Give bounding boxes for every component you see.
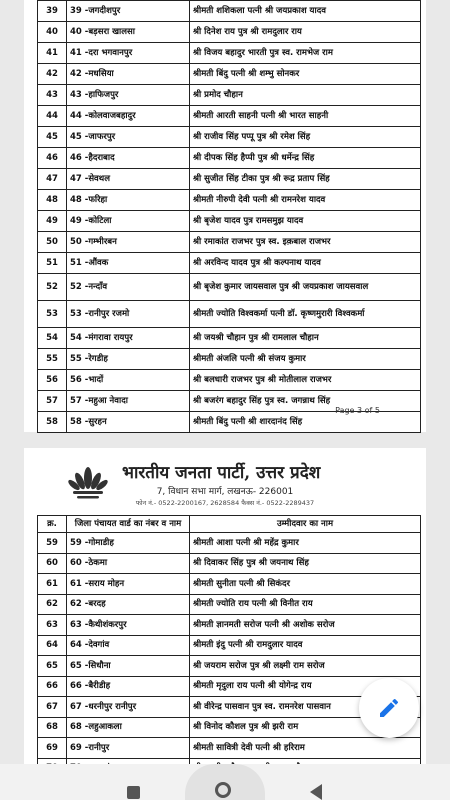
table-row <box>38 349 421 370</box>
candidate-table-page-4 <box>37 515 421 779</box>
table-row <box>38 64 421 85</box>
serial-number-cell: 44 <box>38 106 67 127</box>
ward-name-cell: 41 -दरा भगवानपुर <box>67 43 190 64</box>
candidate-name-cell: श्रीमती बिंदु पत्नी श्री शम्भु सोनकर <box>190 64 421 85</box>
serial-number-cell: 62 <box>38 594 67 615</box>
ward-name-cell: 65 -सिधौना <box>67 656 190 677</box>
serial-number-cell: 43 <box>38 85 67 106</box>
candidate-name-cell: श्री अरविन्द यादव पुत्र श्री कल्पनाथ यादव <box>190 253 421 274</box>
table-row <box>38 553 421 574</box>
candidate-name-cell: श्रीमती नीरुपी देवी पत्नी श्री रामनरेश यादव <box>190 190 421 211</box>
ward-name-cell: 69 -रानीपुर <box>67 738 190 759</box>
table-row <box>38 253 421 274</box>
serial-number-cell: 67 <box>38 697 67 718</box>
candidate-name-cell: श्री जयराम सरोज पुत्र श्री लक्ष्मी राम सरोज <box>190 656 421 677</box>
candidate-name-cell: श्री सुजीत सिंह टीका पुत्र श्री रूद्र प्रताप सिंह <box>190 169 421 190</box>
candidate-name-cell: श्री दिनेश राय पुत्र श्री रामदुलार राय <box>190 22 421 43</box>
ward-name-cell: 45 -जाफरपुर <box>67 127 190 148</box>
ward-name-cell: 53 -रानीपुर रजमो <box>67 301 190 328</box>
table-row <box>38 169 421 190</box>
ward-name-cell: 68 -लहुआकला <box>67 717 190 738</box>
table-row <box>38 656 421 677</box>
serial-number-cell: 65 <box>38 656 67 677</box>
party-phone: फोन नं.- 0522-2200167, 2628584 फैक्स नं.- 0522-2289437 <box>135 499 315 507</box>
table-row <box>38 594 421 615</box>
table-row <box>38 615 421 636</box>
table-row <box>38 106 421 127</box>
ward-name-cell: 46 -हैदराबाद <box>67 148 190 169</box>
serial-number-cell: 58 <box>38 412 67 433</box>
candidate-name-cell: श्री विनोद कौशल पुत्र श्री झरी राम <box>190 717 421 738</box>
serial-number-cell: 46 <box>38 148 67 169</box>
ward-name-cell: 58 -सुरहन <box>67 412 190 433</box>
candidate-name-cell: श्री बजरंग बहादुर सिंह पुत्र स्व. जगन्नाथ सिंह <box>190 391 421 412</box>
ward-name-cell: 59 -गोमाडीह <box>67 533 190 554</box>
serial-number-cell: 56 <box>38 370 67 391</box>
column-header-candidate: उम्मीदवार का नाम <box>190 516 421 533</box>
table-row <box>38 211 421 232</box>
ward-name-cell: 63 -कैथीशंकरपुर <box>67 615 190 636</box>
ward-name-cell: 50 -गम्भीरबन <box>67 232 190 253</box>
ward-name-cell: 61 -सराय मोहन <box>67 574 190 595</box>
table-row <box>38 43 421 64</box>
table-row <box>38 274 421 301</box>
candidate-name-cell: श्री बलधारी राजभर पुत्र श्री मोतीलाल राजभर <box>190 370 421 391</box>
candidate-name-cell: श्री विजय बहादुर भारती पुत्र स्व. रामभेज राम <box>190 43 421 64</box>
ward-name-cell: 64 -देवगांव <box>67 635 190 656</box>
ward-name-cell: 48 -फरिहा <box>67 190 190 211</box>
serial-number-cell: 68 <box>38 717 67 738</box>
serial-number-cell: 54 <box>38 328 67 349</box>
ward-name-cell: 57 -महुआ नेवादा <box>67 391 190 412</box>
candidate-name-cell: श्री प्रमोद चौहान <box>190 85 421 106</box>
table-row <box>38 22 421 43</box>
candidate-name-cell: श्रीमती अंजलि पत्नी श्री संजय कुमार <box>190 349 421 370</box>
serial-number-cell: 51 <box>38 253 67 274</box>
ward-name-cell: 44 -कोलवाजबहादुर <box>67 106 190 127</box>
candidate-name-cell: श्रीमती बिंदु पत्नी श्री शारदानंद सिंह <box>190 412 421 433</box>
serial-number-cell: 41 <box>38 43 67 64</box>
candidate-name-cell: श्री राजीव सिंह पप्पू पुत्र श्री रमेश सिंह <box>190 127 421 148</box>
candidate-name-cell: श्रीमती ज्योति विश्वकर्मा पत्नी डॉ. कृष्णमुरारी विश्वकर्मा <box>190 301 421 328</box>
table-row <box>38 738 421 759</box>
serial-number-cell: 40 <box>38 22 67 43</box>
serial-number-cell: 45 <box>38 127 67 148</box>
page-number: Page 3 of 5 <box>335 406 380 415</box>
serial-number-cell: 60 <box>38 553 67 574</box>
serial-number-cell: 42 <box>38 64 67 85</box>
serial-number-cell: 63 <box>38 615 67 636</box>
table-row <box>38 301 421 328</box>
ward-name-cell: 52 -नन्दाँव <box>67 274 190 301</box>
ward-name-cell: 47 -सेवथल <box>67 169 190 190</box>
ward-name-cell: 66 -बैरीडीह <box>67 676 190 697</box>
table-header-row <box>38 516 421 533</box>
party-address: 7, विधान सभा मार्ग, लखनऊ- 226001 <box>156 487 294 497</box>
ward-name-cell: 39 -जगदीशपुर <box>67 1 190 22</box>
ward-name-cell: 56 -भादों <box>67 370 190 391</box>
system-navigation-bar <box>0 764 450 800</box>
candidate-name-cell: श्रीमती ज्ञानमती सरोज पत्नी श्री अशोक सरोज <box>190 615 421 636</box>
candidate-name-cell: श्री रमाकांत राजभर पुत्र स्व. इक़बाल राजभर <box>190 232 421 253</box>
table-row <box>38 574 421 595</box>
serial-number-cell: 48 <box>38 190 67 211</box>
pencil-edit-icon <box>377 696 401 720</box>
candidate-name-cell: श्री वीरेन्द्र पासवान पुत्र स्व. रामनरेश पासवान <box>190 697 421 718</box>
serial-number-cell: 50 <box>38 232 67 253</box>
serial-number-cell: 59 <box>38 533 67 554</box>
ward-name-cell: 55 -रेगडीह <box>67 349 190 370</box>
candidate-name-cell: श्री बृजेश यादव पुत्र रामसमुझ यादव <box>190 211 421 232</box>
serial-number-cell: 53 <box>38 301 67 328</box>
column-header-ward: जिला पंचायत वार्ड का नंबर व नाम <box>67 516 190 533</box>
serial-number-cell: 52 <box>38 274 67 301</box>
candidate-name-cell: श्रीमती मृदुला राय पत्नी श्री योगेन्द्र राय <box>190 676 421 697</box>
table-row <box>38 533 421 554</box>
candidate-name-cell: श्रीमती शशिकला पत्नी श्री जयप्रकाश यादव <box>190 1 421 22</box>
serial-number-cell: 39 <box>38 1 67 22</box>
ward-name-cell: 49 -कोटिला <box>67 211 190 232</box>
recents-square-icon[interactable] <box>127 786 140 799</box>
candidate-table-page-3 <box>37 0 421 433</box>
table-row <box>38 328 421 349</box>
table-row <box>38 1 421 22</box>
serial-number-cell: 61 <box>38 574 67 595</box>
column-header-serial: क्र. <box>38 516 67 533</box>
party-name-heading: भारतीय जनता पार्टी, उत्तर प्रदेश <box>122 463 321 483</box>
table-row <box>38 190 421 211</box>
table-row <box>38 148 421 169</box>
candidate-name-cell: श्री बृजेश कुमार जायसवाल पुत्र श्री जयप्रकाश जायसवाल <box>190 274 421 301</box>
table-row <box>38 85 421 106</box>
candidate-name-cell: श्रीमती सावित्री देवी पत्नी श्री हरिराम <box>190 738 421 759</box>
candidate-name-cell: श्री दीपक सिंह हैप्पी पुत्र श्री धर्मेन्द्र सिंह <box>190 148 421 169</box>
ward-name-cell: 43 -हाफिजपुर <box>67 85 190 106</box>
serial-number-cell: 64 <box>38 635 67 656</box>
candidate-name-cell: श्रीमती आरती साहनी पत्नी श्री भारत साहनी <box>190 106 421 127</box>
ward-name-cell: 62 -बरदह <box>67 594 190 615</box>
serial-number-cell: 55 <box>38 349 67 370</box>
table-row <box>38 232 421 253</box>
home-circle-icon[interactable] <box>215 782 231 798</box>
serial-number-cell: 57 <box>38 391 67 412</box>
candidate-name-cell: श्रीमती इंदु पत्नी श्री रामदुलार यादव <box>190 635 421 656</box>
candidate-name-cell: श्रीमती सुनीता पत्नी श्री सिकंदर <box>190 574 421 595</box>
candidate-name-cell: श्रीमती ज्योति राय पत्नी श्री विनीत राय <box>190 594 421 615</box>
ward-name-cell: 54 -मंगरावा रायपुर <box>67 328 190 349</box>
ward-name-cell: 67 -धरनीपुर रानीपुर <box>67 697 190 718</box>
ward-name-cell: 42 -मधसिया <box>67 64 190 85</box>
table-row <box>38 127 421 148</box>
serial-number-cell: 66 <box>38 676 67 697</box>
document-page-3 <box>24 0 426 432</box>
edit-fab-button[interactable] <box>359 678 419 738</box>
candidate-name-cell: श्री जयश्री चौहान पुत्र श्री रामलाल चौहान <box>190 328 421 349</box>
ward-name-cell: 40 -बड़सरा खालसा <box>67 22 190 43</box>
serial-number-cell: 49 <box>38 211 67 232</box>
candidate-name-cell: श्री दिवाकर सिंह पुत्र श्री जयनाथ सिंह <box>190 553 421 574</box>
ward-name-cell: 51 -औंवक <box>67 253 190 274</box>
candidate-name-cell: श्रीमती आशा पत्नी श्री महेंद्र कुमार <box>190 533 421 554</box>
serial-number-cell: 47 <box>38 169 67 190</box>
table-row <box>38 635 421 656</box>
table-row <box>38 370 421 391</box>
ward-name-cell: 60 -ठेकमा <box>67 553 190 574</box>
serial-number-cell: 69 <box>38 738 67 759</box>
back-triangle-icon[interactable] <box>310 784 322 800</box>
